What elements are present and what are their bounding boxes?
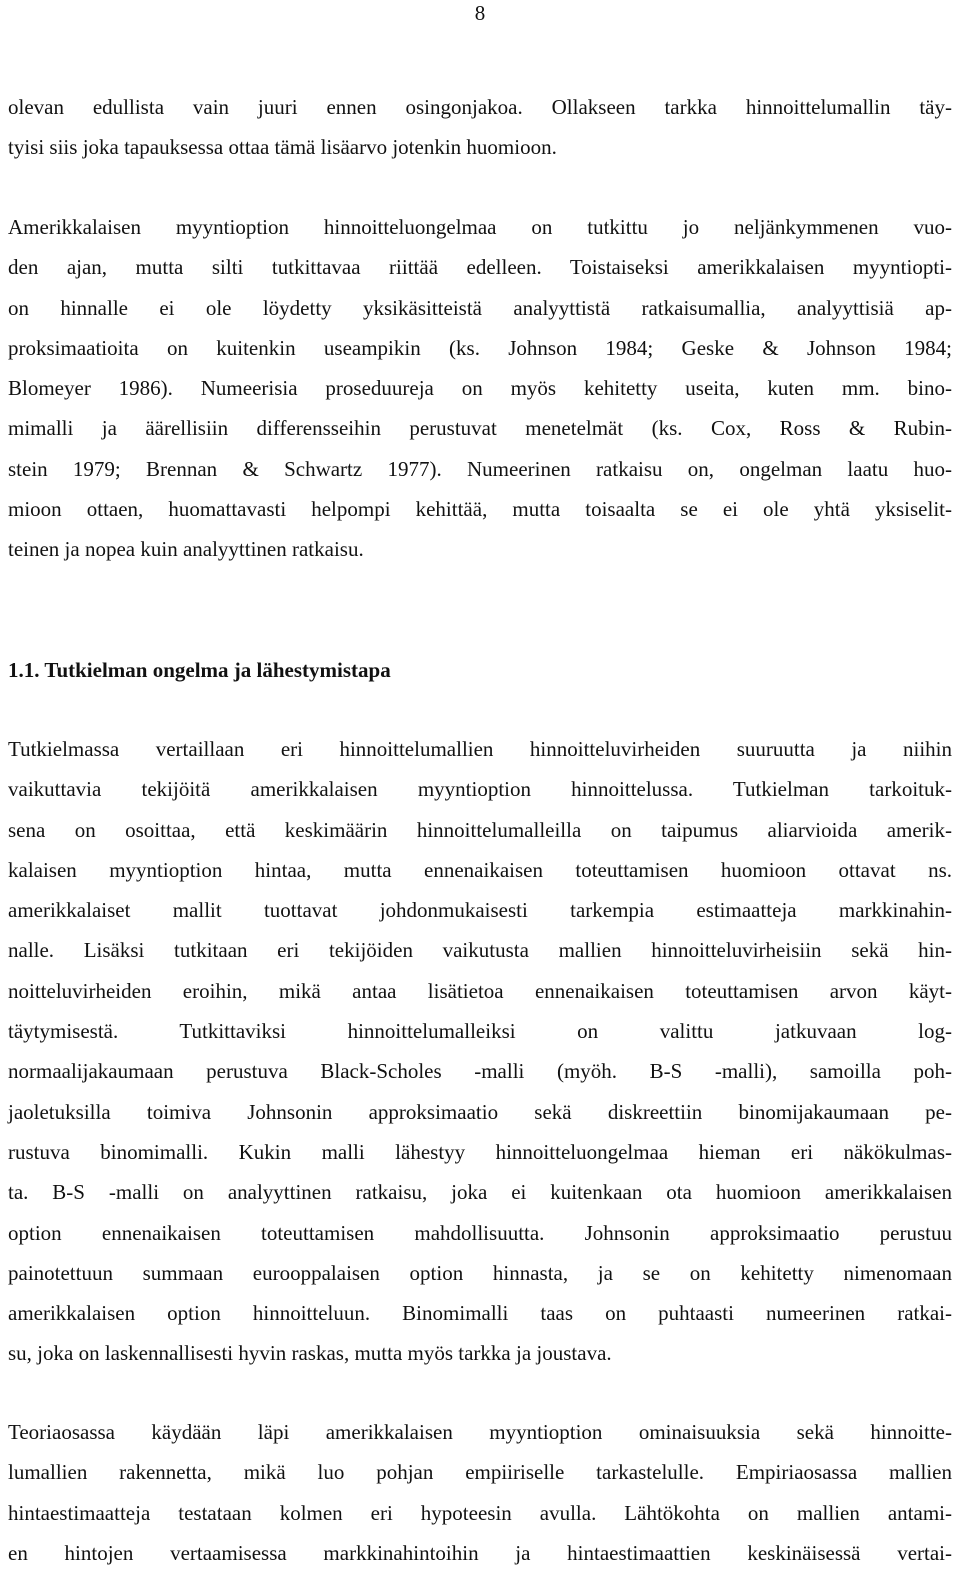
text-line: painotettuun summaan eurooppalaisen option hinnasta, ja se on kehitetty nimenomaan [8,1260,952,1285]
text-line: on hinnalle ei ole löydetty yksikäsitteistä analyyttistä ratkaisumallia, analyyttisiä ap- [8,295,952,320]
text-line: rustuva binomimalli. Kukin malli lähestyy hinnoitteluongelmaa hieman eri näkökulmas- [8,1139,952,1164]
text-line: normaalijakaumaan perustuva Black-Scholes -malli (myöh. B-S -malli), samoilla poh- [8,1059,952,1084]
text-line: teinen ja nopea kuin analyyttinen ratkaisu. [8,537,364,562]
text-line: ta. B-S -malli on analyyttinen ratkaisu, joka ei kuitenkaan ota huomioon amerikkalaisen [8,1180,952,1205]
text-line: option ennenaikaisen toteuttamisen mahdollisuutta. Johnsonin approksimaatio perustuu [8,1220,952,1245]
text-line: täytymisestä. Tutkittaviksi hinnoittelumalleiksi on valittu jatkuvaan log- [8,1019,952,1044]
text-line: olevan edullista vain juuri ennen osingonjakoa. Ollakseen tarkka hinnoittelumallin täy- [8,95,952,119]
text-line: Tutkielmassa vertaillaan eri hinnoittelumallien hinnoitteluvirheiden suuruutta ja niihin [8,737,952,761]
text-line: en hintojen vertaamisessa markkinahintoihin ja hintaestimaattien keskinäisessä vertai- [8,1540,952,1565]
text-line: su, joka on laskennallisesti hyvin raskas, mutta myös tarkka ja joustava. [8,1341,612,1366]
paragraph-3 [8,729,952,1374]
text-line: Blomeyer 1986). Numeerisia proseduureja on myös kehitetty useita, kuten mm. bino- [8,376,952,401]
paragraph-2 [8,207,952,570]
text-line: hintaestimaatteja testataan kolmen eri hypoteesin avulla. Lähtökohta on mallien antami- [8,1500,952,1525]
paragraph-4 [8,1412,952,1573]
text-line: mioon ottaen, huomattavasti helpompi kehittää, mutta toisaalta se ei ole yhtä yksiselit- [8,497,952,522]
text-line: amerikkalaisen option hinnoitteluun. Binomimalli taas on puhtaasti numeerinen ratkai- [8,1301,952,1326]
text-line: sena on osoittaa, että keskimäärin hinnoittelumalleilla on taipumus aliarvioida amerik- [8,817,952,842]
text-line: noitteluvirheiden eroihin, mikä antaa lisätietoa ennenaikaisen toteuttamisen arvon käyt- [8,978,952,1003]
paragraph-1 [8,87,952,168]
text-line: Teoriaosassa käydään läpi amerikkalaisen myyntioption ominaisuuksia sekä hinnoitte- [8,1420,952,1444]
page-number: 8 [474,1,486,25]
section-title: Tutkielman ongelma ja lähestymistapa [44,658,391,682]
text-line: vaikuttavia tekijöitä amerikkalaisen myyntioption hinnoittelussa. Tutkielman tarkoituk- [8,777,952,802]
text-line: den ajan, mutta silti tutkittavaa riittää edelleen. Toistaiseksi amerikkalaisen myyntiopti- [8,255,952,280]
text-line: proksimaatioita on kuitenkin useampikin (ks. Johnson 1984; Geske & Johnson 1984; [8,335,952,360]
text-line: stein 1979; Brennan & Schwartz 1977). Numeerinen ratkaisu on, ongelman laatu huo- [8,456,952,481]
text-line: tyisi siis joka tapauksessa ottaa tämä lisäarvo jotenkin huomioon. [8,135,557,160]
text-line: nalle. Lisäksi tutkitaan eri tekijöiden vaikutusta mallien hinnoitteluvirheisiin sekä hin- [8,938,952,963]
text-line: mimalli ja äärellisiin differensseihin perustuvat menetelmät (ks. Cox, Ross & Rubin- [8,416,952,441]
text-line: jaoletuksilla toimiva Johnsonin approksimaatio sekä diskreettiin binomijakaumaan pe- [8,1099,952,1124]
text-line: lumallien rakennetta, mikä luo pohjan empiiriselle tarkastelulle. Empiriaosassa mallien [8,1460,952,1485]
text-line: kalaisen myyntioption hintaa, mutta ennenaikaisen toteuttamisen huomioon ottavat ns. [8,857,952,882]
text-line: Amerikkalaisen myyntioption hinnoitteluongelmaa on tutkittu jo neljänkymmenen vuo- [8,215,952,239]
text-line: amerikkalaiset mallit tuottavat johdonmukaisesti tarkempia estimaatteja markkinahin- [8,898,952,923]
section-heading [8,650,391,690]
section-number: 1.1. [8,658,40,682]
